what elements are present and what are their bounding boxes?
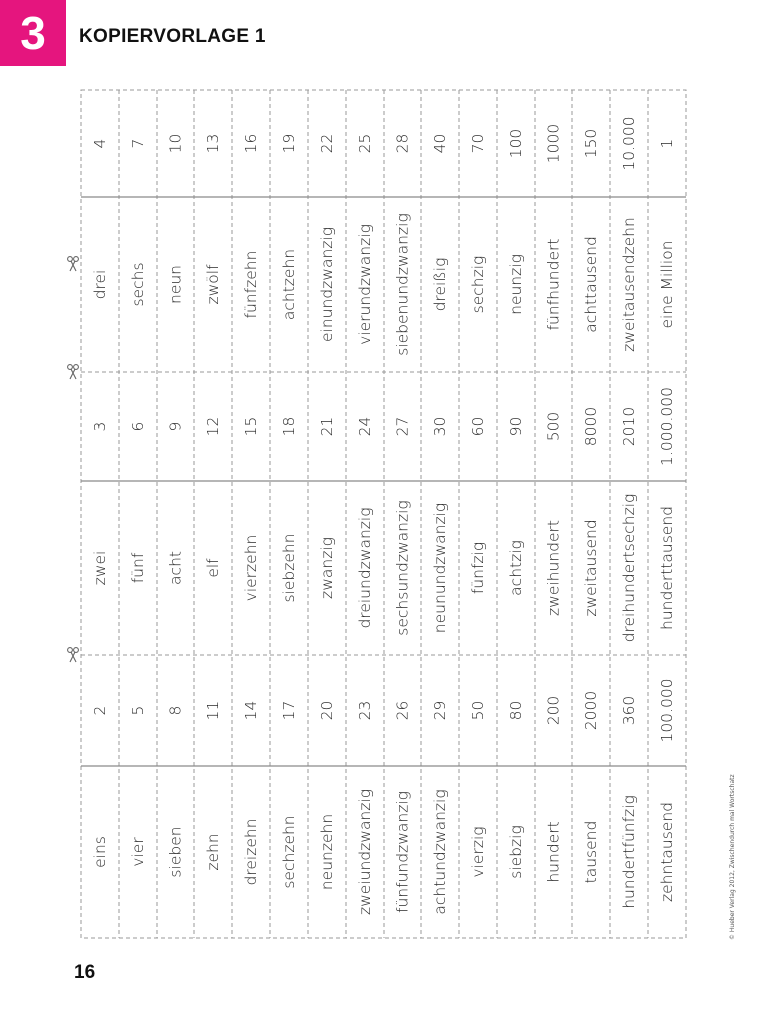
word-cell: zweiundzwanzig xyxy=(356,788,374,916)
word-cell: vier xyxy=(129,837,147,867)
scissors-icon xyxy=(68,365,79,379)
word-cell: drei xyxy=(91,269,109,300)
number-cell: 2000 xyxy=(582,690,600,731)
number-cell: 80 xyxy=(507,700,525,721)
number-cell: 3 xyxy=(91,421,109,432)
word-cell: dreizehn xyxy=(242,818,260,886)
scissors-icon xyxy=(68,257,79,271)
number-cell: 7 xyxy=(129,138,147,149)
number-cell: 20 xyxy=(318,700,336,721)
word-cell: zehntausend xyxy=(658,802,676,902)
page-number: 16 xyxy=(74,962,96,983)
number-cell: 27 xyxy=(393,416,412,437)
cut-grid xyxy=(81,90,686,938)
word-cell: dreihundertsechzig xyxy=(620,493,638,643)
number-cell: 50 xyxy=(469,700,487,721)
word-cell: tausend xyxy=(582,820,600,884)
number-cell: 8 xyxy=(166,705,185,716)
number-cell: 12 xyxy=(204,416,222,437)
word-cell: zweitausendzehn xyxy=(620,217,638,352)
word-cell: dreißig xyxy=(431,257,449,312)
word-cell: einundzwanzig xyxy=(318,226,336,343)
number-cell: 5 xyxy=(129,705,147,716)
page-title: KOPIERVORLAGE 1 xyxy=(79,26,266,47)
word-cell: vierundzwanzig xyxy=(356,224,374,345)
number-cell: 60 xyxy=(469,416,487,437)
word-cell: fünf xyxy=(129,552,147,584)
number-cell: 30 xyxy=(431,416,449,437)
number-cell: 21 xyxy=(318,416,336,437)
number-cell: 19 xyxy=(280,133,298,154)
word-cell: sechzig xyxy=(469,255,487,314)
card-cells xyxy=(91,116,676,915)
number-cell: 200 xyxy=(544,695,563,726)
word-cell: zwei xyxy=(91,550,109,586)
word-cell: siebenundzwanzig xyxy=(393,213,412,356)
number-cell: 1 xyxy=(658,138,676,149)
number-cell: 360 xyxy=(620,695,638,726)
word-cell: achtundzwanzig xyxy=(431,789,449,915)
number-cell: 29 xyxy=(431,700,449,721)
word-cell: zweihundert xyxy=(544,520,563,616)
number-cell: 15 xyxy=(242,416,260,437)
word-cell: eine Million xyxy=(658,240,676,329)
word-cell: sechs xyxy=(129,262,147,307)
number-cell: 9 xyxy=(166,421,185,432)
number-cell: 13 xyxy=(204,133,222,154)
word-cell: hundertfünfzig xyxy=(620,795,638,909)
word-cell: vierzig xyxy=(469,826,487,878)
word-cell: dreiundzwanzig xyxy=(356,507,374,629)
word-cell: sechzehn xyxy=(280,815,298,889)
word-cell: achtzig xyxy=(507,540,525,596)
word-cell: elf xyxy=(204,558,222,578)
word-cell: hunderttausend xyxy=(658,506,676,630)
scissors-icon xyxy=(68,648,79,662)
number-cell: 150 xyxy=(582,128,600,159)
word-cell: neunzehn xyxy=(318,813,336,891)
word-cell: fünfundzwanzig xyxy=(393,791,412,913)
word-cell: eins xyxy=(91,836,109,868)
word-cell: zehn xyxy=(204,833,222,871)
word-cell: achtzehn xyxy=(280,248,298,321)
number-cell: 2010 xyxy=(620,406,638,447)
word-cell: hundert xyxy=(544,821,563,883)
number-cell: 100 xyxy=(507,128,525,159)
word-cell: zwanzig xyxy=(318,537,336,599)
word-cell: fünfzig xyxy=(469,541,487,595)
chapter-badge: 3 xyxy=(0,0,66,66)
number-cell: 28 xyxy=(393,133,412,154)
word-cell: fünfhundert xyxy=(544,238,563,331)
number-cell: 10.000 xyxy=(620,116,638,171)
word-cell: sieben xyxy=(166,826,185,878)
number-cell: 100.000 xyxy=(658,678,676,743)
number-cell: 23 xyxy=(356,700,374,721)
word-cell: zweitausend xyxy=(582,519,600,617)
number-cell: 1.000.000 xyxy=(658,387,676,466)
scissor-marks xyxy=(68,257,79,662)
word-cell: achttausend xyxy=(582,236,600,333)
number-cell: 22 xyxy=(318,133,336,154)
number-cell: 24 xyxy=(356,416,374,437)
number-cell: 18 xyxy=(280,416,298,437)
number-cell: 70 xyxy=(469,133,487,154)
number-cell: 17 xyxy=(280,700,298,721)
word-cell: neunzig xyxy=(507,254,525,315)
number-cell: 40 xyxy=(431,133,449,154)
word-cell: siebzehn xyxy=(280,533,298,603)
number-cell: 8000 xyxy=(582,406,600,447)
number-cell: 10 xyxy=(166,133,185,154)
number-cell: 26 xyxy=(393,700,412,721)
number-cell: 11 xyxy=(204,700,222,721)
word-cell: siebzig xyxy=(507,825,525,879)
number-cell: 90 xyxy=(507,416,525,437)
number-cell: 2 xyxy=(91,705,109,716)
word-cell: fünfzehn xyxy=(242,250,260,319)
word-cell: neunundzwanzig xyxy=(431,502,449,634)
number-cell: 25 xyxy=(356,133,374,154)
word-cell: zwölf xyxy=(204,264,222,305)
number-cell: 16 xyxy=(242,133,260,154)
number-cell: 6 xyxy=(129,421,147,432)
number-cell: 1000 xyxy=(544,123,563,164)
word-cell: sechsundzwanzig xyxy=(393,500,412,636)
copyright-note: © Hueber Verlag 2012, Zwischendurch mal Wortschatz xyxy=(729,774,736,940)
number-cell: 500 xyxy=(544,411,563,442)
word-cell: vierzehn xyxy=(242,534,260,602)
number-cell: 14 xyxy=(242,700,260,721)
word-cell: acht xyxy=(166,551,185,585)
word-cell: neun xyxy=(166,264,185,305)
number-cell: 4 xyxy=(91,138,109,149)
